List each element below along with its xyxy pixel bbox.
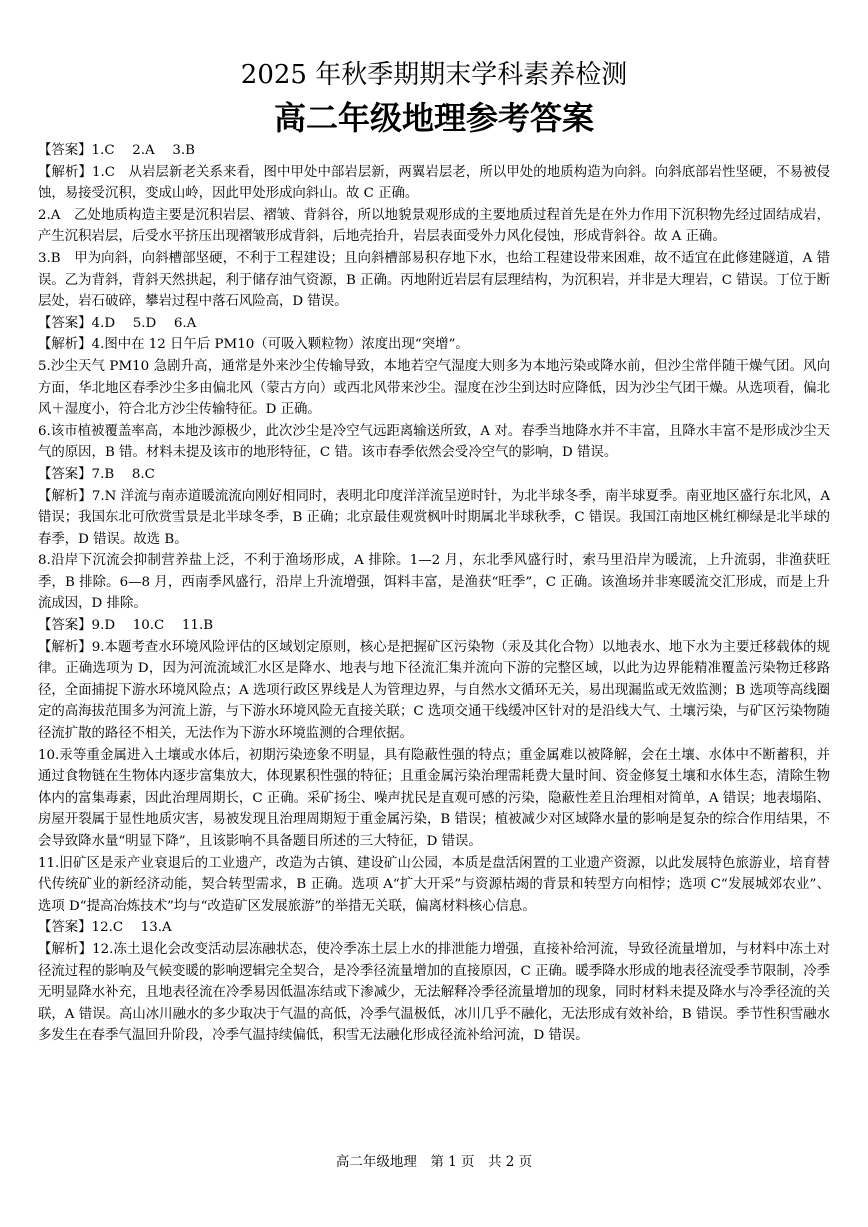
- answer-key-1-3: 【答案】1.C 2.A 3.B: [38, 143, 195, 158]
- exam-title: 2025 年秋季期期末学科素养检测: [240, 60, 628, 90]
- explanation-q7: 【解析】7.N 洋流与南赤道暖流流向刚好相同时，表明北印度洋洋流呈逆时针，为北半球冬季，南半球夏季。南亚地区盛行东北风，A 错误；我国东北可欣赏雪景是北半球冬季，B 正确；北京最佳观赏枫叶时期属北半球秋季，C 错误。我国江南地区桃红柳绿是北半球的春季，D 错误。故选 B。: [38, 488, 830, 547]
- answer-key-4-6: 【答案】4.D 5.D 6.A: [38, 315, 197, 331]
- answer-key-12-13: 【答案】12.C 13.A: [38, 920, 172, 936]
- answer-key-9-11: 【答案】9.D 10.C 11.B: [38, 618, 214, 634]
- explanation-q10: 10.汞等重金属进入土壤或水体后，初期污染迹象不明显，具有隐蔽性强的特点；重金属难以被降解，会在土壤、水体中不断蓄积，并通过食物链在生物体内逐步富集放大，体现累积性强的特征；且重金属污染治理需耗费大量时间、资金修复土壤和水体生态，清除生物体内的富集毒素，因此治理周期长，C 正确。采矿扬尘、噪声扰民是直观可感的污染，隐蔽性差且治理相对简单，A 错误；地表塌陷、房屋开裂属于显性地质灾害，易被发现且治理周期短于重金属污染，B 错误；植被减少对区域降水量的影响是复杂的综合作用结果，不会导致降水量“明显下降”，且该影响不具备题目所述的三大特征，D 错误。: [38, 747, 830, 849]
- answer-content: [38, 140, 830, 1047]
- explanation-q9: 【解析】9.本题考查水环境风险评估的区域划定原则，核心是把握矿区污染物（汞及其化合物）以地表水、地下水为主要迁移载体的规律。正确选项为 D，因为河流流域汇水区是降水、地表与地下径流汇集并流向下游的完整区域，以此为边界能精准覆盖污染物迁移路径，全面捕捉下游水环境风险点；A 选项行政区界线是人为管理边界，与自然水文循环无关，易出现漏监或无效监测；B 选项等高线圈定的高海拔范围多为河流上游，与下游水环境风险无直接关联；C 选项交通干线缓冲区针对的是沿线大气、土壤污染，与矿区污染物随径流扩散的路径不相关，无法作为下游水环境监测的合理依据。: [38, 639, 830, 742]
- explanation-q6: 6.该市植被覆盖率高，本地沙源极少，此次沙尘是冷空气远距离输送所致，A 对。春季当地降水并不丰富，且降水丰富不是形成沙尘天气的原因，B 错。材料未提及该市的地形特征，C 错。该市春季依然会受冷空气的影响，D 错误。: [38, 423, 830, 461]
- page-title: 高二年级地理参考答案: [273, 99, 594, 137]
- explanation-q1: 【解析】1.C 从岩层新老关系来看，图中甲处中部岩层新，两翼岩层老，所以甲处的地质构造为向斜。向斜底部岩性坚硬，不易被侵蚀，易接受沉积，变成山岭，因此甲处形成向斜山。故 C 正确。: [38, 164, 830, 202]
- explanation-q4: 【解析】4.图中在 12 日午后 PM10（可吸入颗粒物）浓度出现“突增”。: [38, 337, 469, 353]
- page-footer: 高二年级地理 第 1 页 共 2 页: [335, 1154, 533, 1170]
- explanation-q11: 11.旧矿区是汞产业衰退后的工业遗产，改造为古镇、建设矿山公园，本质是盘活闲置的工业遗产资源，以此发展特色旅游业，培育替代传统矿业的新经济动能，契合转型需求，B 正确。选项 A“扩大开采”与资源枯竭的背景和转型方向相悖；选项 C“发展城郊农业”、选项 D“提高冶炼技术”均与“改造矿区发展旅游”的举措无关联，偏离材料核心信息。: [38, 855, 830, 914]
- explanation-q12: 【解析】12.冻土退化会改变活动层冻融状态，使冷季冻土层上水的排泄能力增强，直接补给河流，导致径流量增加，与材料中冻土对径流过程的影响及气候变暖的影响逻辑完全契合，是冷季径流量增加的直接原因，C 正确。暖季降水形成的地表径流受季节限制，冷季无明显降水补充，且地表径流在冷季易因低温冻结或下渗减少，无法解释冷季径流量增加的现象，同时材料未提及降水与冷季径流的关联，A 错误。高山冰川融水的多少取决于气温的高低，冷季气温极低，冰川几乎不融化，无法形成有效补给，B 错误。季节性积雪融水多发生在春季气温回升阶段，冷季气温持续偏低，积雪无法融化形成径流补给河流，D 错误。: [38, 941, 830, 1044]
- answer-key-7-8: 【答案】7.B 8.C: [38, 466, 155, 482]
- explanation-q5: 5.沙尘天气 PM10 急剧升高，通常是外来沙尘传输导致，本地若空气湿度大则多为本地污染或降水前，但沙尘常伴随干燥气团。风向方面，华北地区春季沙尘多由偏北风（蒙古方向）或西北风带来沙尘。湿度在沙尘到达时应降低，因为沙尘气团干燥。从选项看，偏北风＋湿度小，符合北方沙尘传输特征。D 正确。: [38, 358, 830, 418]
- explanation-q2: 2.A 乙处地质构造主要是沉积岩层、褶皱、背斜谷，所以地貌景观形成的主要地质过程首先是在外力作用下沉积物先经过固结成岩，产生沉积岩层，后受水平挤压出现褶皱形成背斜，后地壳抬升，岩层表面受外力风化侵蚀，形成背斜谷。故 A 正确。: [38, 207, 830, 245]
- explanation-q8: 8.沿岸下沉流会抑制营养盐上泛，不利于渔场形成，A 排除。1—2 月，东北季风盛行时，索马里沿岸为暖流，上升流弱，非渔获旺季，B 排除。6—8 月，西南季风盛行，沿岸上升流增强，饵料丰富，是渔获“旺季”，C 正确。该渔场并非寒暖流交汇形成，而是上升流成因，D 排除。: [38, 553, 830, 612]
- explanation-q3: 3.B 甲为向斜，向斜槽部坚硬，不利于工程建设；且向斜槽部易积存地下水，也给工程建设带来困难，故不适宜在此修建隧道，A 错误。乙为背斜，背斜天然拱起，利于储存油气资源，B 正确。丙地附近岩层有层理结构，为沉积岩，并非是大理岩，C 错误。丁位于断层处，岩石破碎，攀岩过程中落石风险高，D 错误。: [38, 250, 830, 310]
